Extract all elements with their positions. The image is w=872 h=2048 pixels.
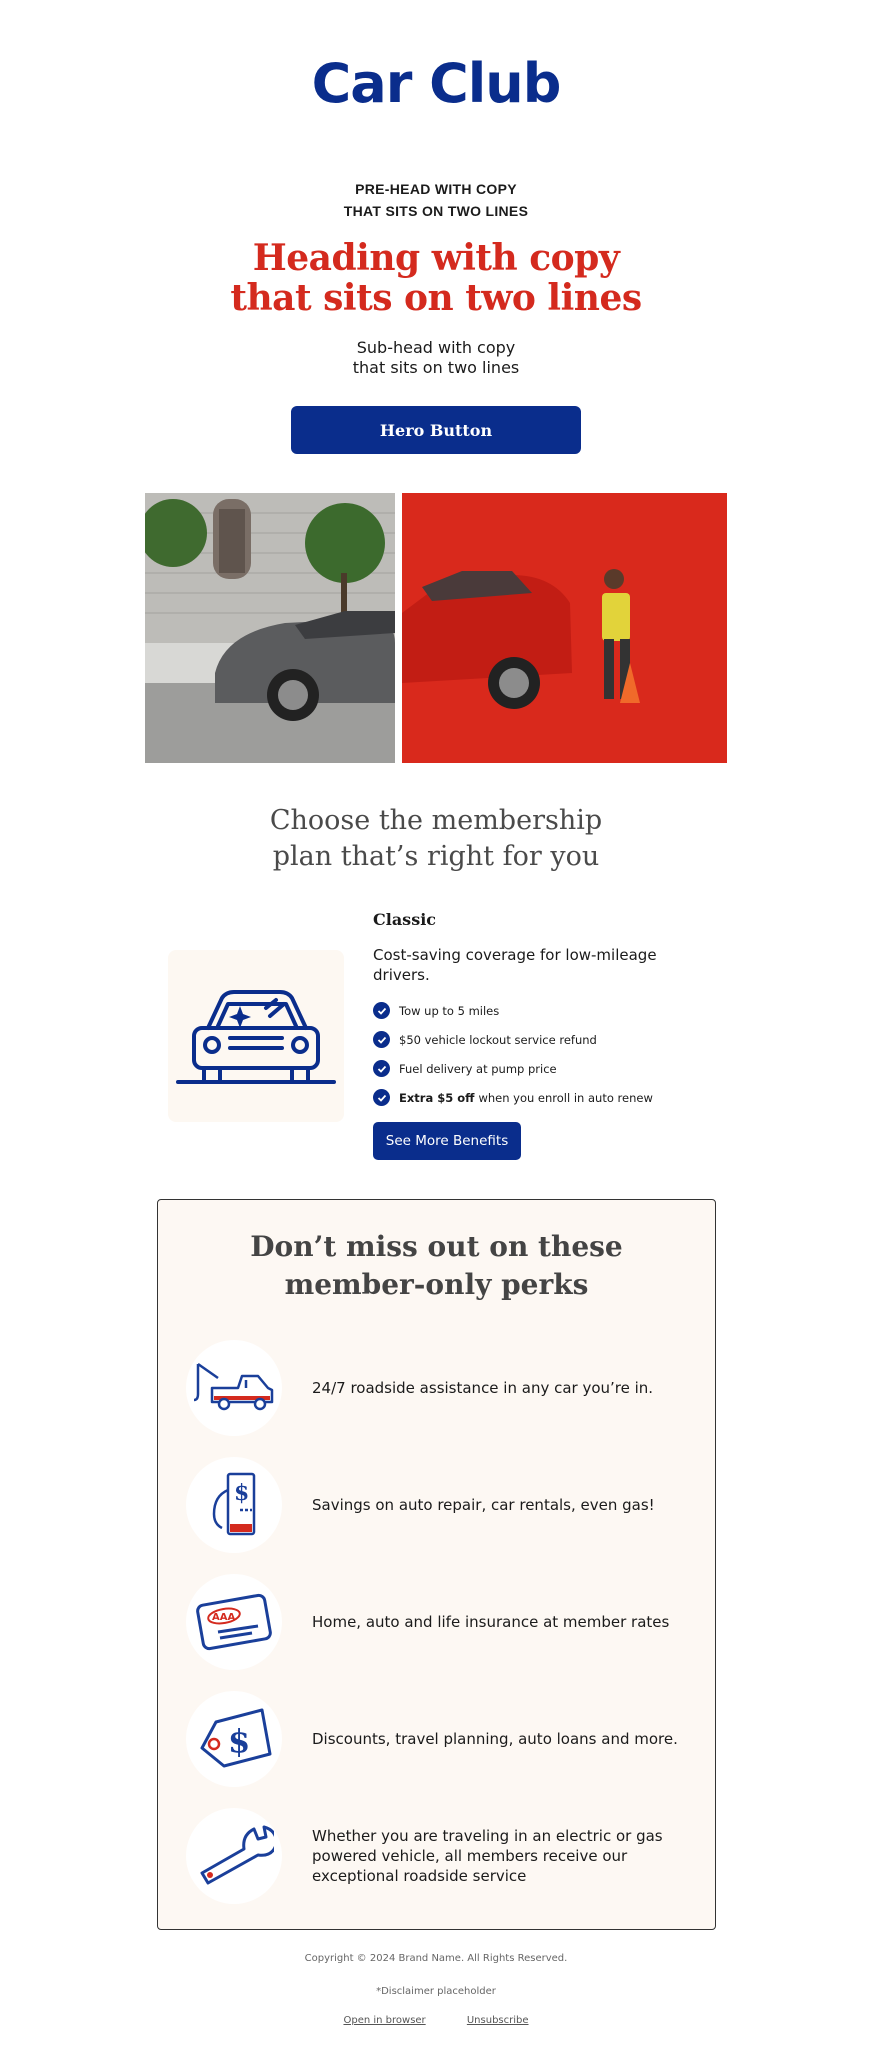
unsubscribe-link[interactable]: Unsubscribe: [466, 2015, 529, 2026]
perk-item: [186, 1691, 696, 1787]
plan-benefits-list: [373, 996, 713, 1112]
heading-line-1: Heading with copy: [252, 237, 620, 279]
perks-title-line-2: member-only perks: [284, 1268, 589, 1301]
perk-item: [186, 1808, 696, 1904]
benefit-item: [373, 1025, 713, 1054]
perk-text: Home, auto and life insurance at member rates: [312, 1613, 670, 1631]
membership-title-line-1: Choose the membership: [269, 805, 603, 836]
perks-title: [158, 1228, 715, 1304]
car-club-logo: Car Club: [311, 52, 561, 115]
perk-item: [186, 1457, 696, 1553]
hero-prehead: [0, 178, 872, 222]
price-tag-icon: [186, 1691, 282, 1787]
perk-text: Whether you are traveling in an electric or gas powered vehicle, all members receive our exceptional roadside service: [312, 1827, 663, 1885]
check-circle-icon: [373, 1060, 390, 1077]
membership-title: [0, 803, 872, 875]
benefit-item: [373, 996, 713, 1025]
plan-card-image: [168, 950, 344, 1122]
plan-description: Cost-saving coverage for low-mileage drivers.: [373, 946, 657, 984]
svg-text:AAA: AAA: [212, 1612, 236, 1623]
heading-line-2: that sits on two lines: [230, 277, 642, 319]
check-circle-icon: [373, 1031, 390, 1048]
prehead-line-1: PRE-HEAD WITH COPY: [355, 181, 517, 197]
hero-button[interactable]: Hero Button: [291, 406, 581, 454]
open-in-browser-link[interactable]: Open in browser: [343, 2015, 426, 2026]
tow-truck-icon: [186, 1340, 282, 1436]
perk-text: Savings on auto repair, car rentals, even gas!: [312, 1496, 655, 1514]
red-car-roadside-icon: [402, 493, 727, 763]
gas-pump-icon: [186, 1457, 282, 1553]
subhead-line-2: that sits on two lines: [352, 358, 520, 377]
perk-text: 24/7 roadside assistance in any car you’re in.: [312, 1379, 654, 1397]
benefit-item: [373, 1054, 713, 1083]
footer-copyright: Copyright © 2024 Brand Name. All Rights Reserved.: [304, 1953, 568, 1964]
street-scene-icon: [145, 493, 395, 763]
check-circle-icon: [373, 1089, 390, 1106]
perks-title-line-1: Don’t miss out on these: [250, 1230, 623, 1263]
membership-card-icon: [186, 1574, 282, 1670]
perks-section: [157, 1199, 716, 1930]
perk-item: [186, 1574, 696, 1670]
hero-subhead: [0, 338, 872, 378]
perk-text: Discounts, travel planning, auto loans and more.: [312, 1730, 678, 1748]
svg-text:$: $: [234, 1480, 250, 1506]
hero-image: [145, 493, 727, 763]
sparkling-car-icon: [168, 950, 344, 1122]
check-circle-icon: [373, 1002, 390, 1019]
benefit-item: [373, 1083, 713, 1112]
plan-name: Classic: [373, 910, 437, 929]
wrench-icon: [186, 1808, 282, 1904]
benefit-bold-text: Extra $5 off: [399, 1090, 475, 1105]
hero-image-red-panel: [402, 493, 727, 763]
hero-heading: [0, 238, 872, 318]
benefit-text: Tow up to 5 miles: [399, 1003, 500, 1018]
benefit-text: when you enroll in auto renew: [478, 1090, 653, 1105]
svg-text:$: $: [228, 1722, 251, 1760]
prehead-line-2: THAT SITS ON TWO LINES: [343, 203, 529, 219]
footer-links: [0, 2015, 872, 2026]
subhead-line-1: Sub-head with copy: [356, 338, 516, 357]
perk-item: [186, 1340, 696, 1436]
footer-disclaimer: *Disclaimer placeholder: [376, 1986, 496, 1997]
membership-title-line-2: plan that’s right for you: [272, 841, 600, 872]
benefit-text: Fuel delivery at pump price: [399, 1061, 557, 1076]
benefit-text: $50 vehicle lockout service refund: [399, 1032, 597, 1047]
hero-image-street-panel: [145, 493, 395, 763]
see-more-benefits-button[interactable]: See More Benefits: [373, 1122, 521, 1160]
